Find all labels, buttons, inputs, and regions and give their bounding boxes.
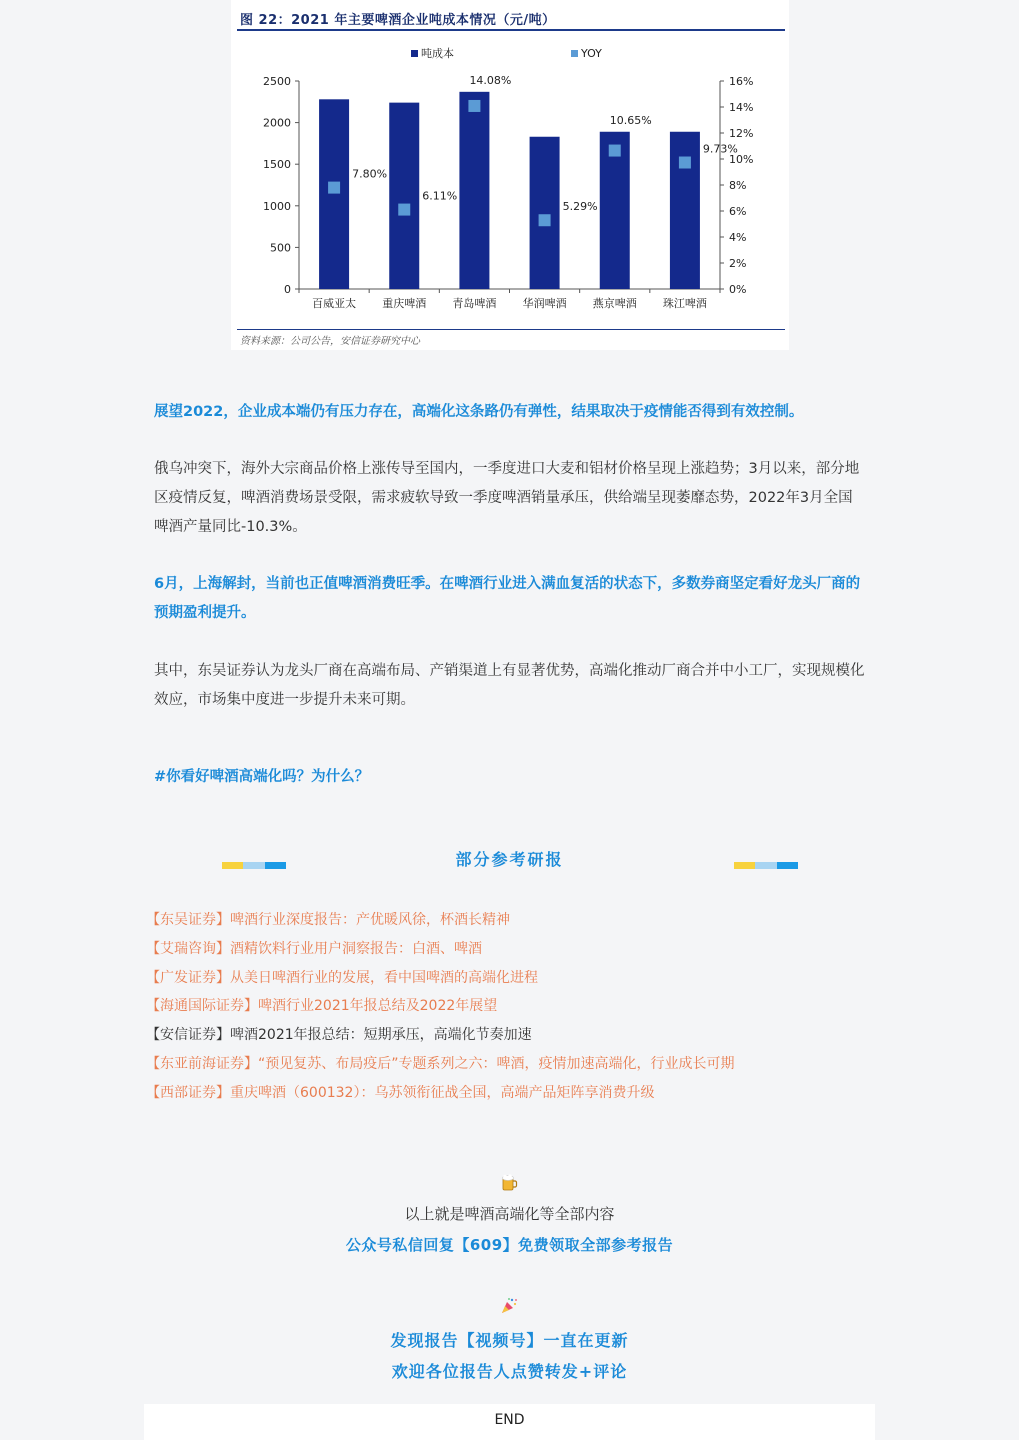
- yoy-data-label: 5.29%: [562, 200, 598, 214]
- party-popper-icon: [500, 1297, 518, 1315]
- y2-tick-label: 0%: [729, 283, 747, 296]
- y-tick-label: 1000: [263, 199, 291, 213]
- yoy-point: [609, 145, 621, 157]
- reference-link[interactable]: 【艾瑞咨询】酒精饮料行业用户洞察报告：白酒、啤酒: [146, 940, 482, 957]
- y2-tick-label: 14%: [729, 101, 754, 114]
- closing-summary: 以上就是啤酒高端化等全部内容: [404, 1205, 615, 1223]
- figure-source: 资料来源：公司公告，安信证券研究中心: [240, 336, 420, 347]
- yoy-data-label: 6.11%: [422, 189, 458, 203]
- y2-tick-label: 4%: [729, 231, 747, 244]
- legend-label-bar: 吨成本: [421, 47, 454, 60]
- reference-link[interactable]: 【海通国际证券】啤酒行业2021年报总结及2022年展望: [146, 998, 498, 1015]
- x-tick-label: 珠江啤酒: [662, 297, 707, 310]
- bar: [319, 99, 349, 289]
- y-tick-label: 2500: [263, 75, 291, 88]
- yoy-point: [539, 214, 551, 226]
- bar: [389, 103, 419, 289]
- section-title: 部分参考研报: [455, 850, 564, 869]
- paragraph-shanghai: 6月，上海解封，当前也正值啤酒消费旺季。在啤酒行业进入满血复活的状态下，多数券商坚定看好龙头厂商的预期盈利提升。: [154, 576, 861, 621]
- yoy-point: [468, 100, 480, 112]
- reference-item: 【安信证券】啤酒2021年报总结：短期承压，高端化节奏加速: [146, 1027, 532, 1044]
- closing-video-channel: 发现报告【视频号】一直在更新: [390, 1331, 629, 1350]
- yoy-point: [398, 204, 410, 216]
- x-tick-label: 重庆啤酒: [382, 297, 427, 310]
- chart-figure: [231, 0, 789, 350]
- y2-tick-label: 12%: [729, 127, 754, 140]
- y-tick-label: 2000: [263, 116, 291, 130]
- paragraph-outlook: 展望2022，企业成本端仍有压力存在，高端化这条路仍有弹性，结果取决于疫情能否得到有效控制。: [154, 404, 804, 420]
- yoy-data-label: 9.73%: [702, 142, 738, 156]
- y-tick-label: 500: [270, 241, 291, 255]
- y-tick-label: 0: [284, 283, 291, 296]
- x-tick-label: 青岛啤酒: [452, 297, 497, 310]
- reference-link[interactable]: 【广发证券】从美日啤酒行业的发展，看中国啤酒的高端化进程: [146, 969, 538, 986]
- legend-swatch-bar: [411, 50, 418, 57]
- legend-label-yoy: YOY: [581, 47, 602, 60]
- yoy-data-label: 10.65%: [609, 113, 652, 127]
- closing-engage: 欢迎各位报告人点赞转发+评论: [391, 1362, 628, 1381]
- figure-title: 图 22：2021 年主要啤酒企业吨成本情况（元/吨）: [240, 13, 556, 28]
- bar: [670, 132, 700, 289]
- reference-link[interactable]: 【西部证券】重庆啤酒（600132）：乌苏领衔征战全国，高端产品矩阵享消费升级: [146, 1084, 655, 1101]
- x-tick-label: 燕京啤酒: [592, 297, 637, 310]
- yoy-data-label: 14.08%: [469, 73, 512, 87]
- x-tick-label: 华润啤酒: [522, 297, 567, 310]
- end-footer: [144, 1404, 875, 1440]
- bar: [530, 137, 560, 289]
- y2-tick-label: 16%: [729, 75, 754, 88]
- hashtag-question[interactable]: #你看好啤酒高端化吗？为什么？: [154, 769, 370, 785]
- y2-tick-label: 2%: [729, 257, 747, 270]
- section-deco-right: [734, 862, 798, 869]
- legend-swatch-yoy: [571, 50, 578, 57]
- yoy-point: [679, 157, 691, 169]
- closing-cta: 公众号私信回复【609】免费领取全部参考报告: [345, 1236, 674, 1254]
- reference-link[interactable]: 【东亚前海证券】“预见复苏、布局疫后”专题系列之六：啤酒，疫情加速高端化，行业成长可期: [146, 1055, 735, 1072]
- y2-tick-label: 10%: [729, 153, 754, 166]
- y-tick-label: 1500: [263, 158, 291, 172]
- bar-chart: [231, 36, 789, 326]
- y2-tick-label: 6%: [729, 205, 747, 218]
- y2-tick-label: 8%: [729, 179, 747, 192]
- reference-link[interactable]: 【东吴证券】啤酒行业深度报告：产优暖风徐，杯酒长精神: [146, 912, 510, 928]
- figure-title-rule: [237, 29, 785, 31]
- figure-source-rule: [237, 329, 785, 330]
- end-label: END: [494, 1412, 525, 1428]
- beer-mug-icon: [500, 1173, 518, 1191]
- yoy-data-label: 7.80%: [352, 167, 388, 181]
- paragraph-soochow-view: 其中，东吴证券认为龙头厂商在高端布局、产销渠道上有显著优势，高端化推动厂商合并中小工厂，实现规模化效应，市场集中度进一步提升未来可期。: [154, 663, 865, 708]
- yoy-point: [328, 182, 340, 194]
- bar: [459, 92, 489, 289]
- x-tick-label: 百威亚太: [312, 297, 357, 310]
- paragraph-cost-pressure: 俄乌冲突下，海外大宗商品价格上涨传导至国内，一季度进口大麦和铝材价格呈现上涨趋势；3月以来，部分地区疫情反复，啤酒消费场景受限，需求疲软导致一季度啤酒销量承压，供给端呈现萎靡态势，2022年3月全国啤酒产量同比-10.3%。: [154, 461, 860, 535]
- reference-list: [146, 906, 735, 1108]
